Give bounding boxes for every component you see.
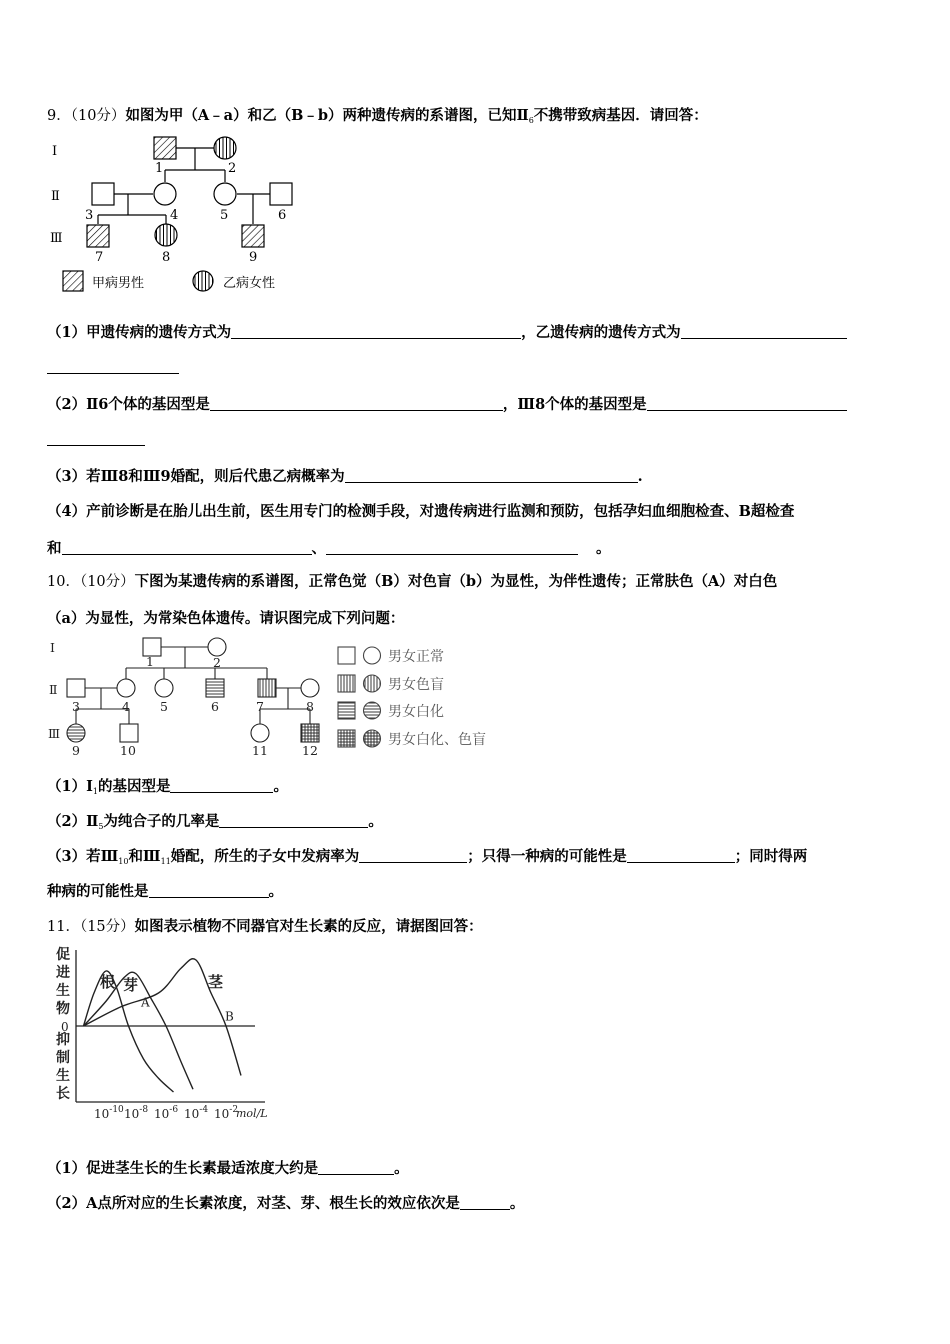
q9-ind-4 <box>154 183 176 205</box>
x-tick-label: $10^{-8}$ <box>124 1105 149 1121</box>
q9-sub4-line2: 和 、 。 <box>47 540 611 557</box>
q9-blank-3[interactable] <box>345 468 638 483</box>
q9-gen-3: Ⅲ <box>50 231 63 246</box>
q10-label-4: 4 <box>122 699 130 714</box>
y-label-zhang: 长 <box>56 1086 70 1102</box>
q9-sub1: （1）甲遗传病的遗传方式为 ，乙遗传病的遗传方式为 <box>47 321 847 342</box>
q9-legend-female: 乙病女性 <box>223 276 276 291</box>
q10-blank-2[interactable] <box>219 813 368 828</box>
q9-pedigree <box>40 125 340 300</box>
q10-legend-normal: 男女正常 <box>388 649 444 665</box>
curve-label-bud: 芽 <box>123 976 139 994</box>
q9-label-4: 4 <box>170 208 179 223</box>
y-label-sheng2: 生 <box>56 1068 70 1084</box>
q9-ind-6 <box>270 183 292 205</box>
q9-sub4-line1: （4）产前诊断是在胎儿出生前，医生用专门的检测手段，对遗传病进行监测和预防，包括孕妇血细胞检查、B超检查 <box>47 503 795 520</box>
q10-blank-3b[interactable] <box>627 848 735 863</box>
q9-ind-9 <box>242 225 264 247</box>
q9-ind-5 <box>214 183 236 205</box>
q9-blank-1b[interactable] <box>681 324 847 339</box>
x-tick-label: $10^{-4}$ <box>184 1105 209 1121</box>
q11-stem: 11．（15分）如图表示植物不同器官对生长素的反应，请据图回答： <box>47 918 483 935</box>
q10-ind-11 <box>251 724 269 742</box>
q9-blank-2c[interactable] <box>47 430 145 446</box>
q9-gen-1: Ⅰ <box>52 144 58 159</box>
q10-sub2: $(2)Ⅱ_5$为纯合子的几率是 。 <box>47 813 383 831</box>
q10-label-10: 10 <box>120 743 136 758</box>
q10-ind-8 <box>301 679 319 697</box>
q9-ind-7 <box>87 225 109 247</box>
q10-gen-3: Ⅲ <box>48 726 61 741</box>
point-label-a: A <box>141 995 150 1010</box>
q10-legend-both: 男女白化、色盲 <box>388 732 486 748</box>
q10-ind-12 <box>301 724 319 742</box>
q10-ind-3 <box>67 679 85 697</box>
q10-blank-3a[interactable] <box>359 848 467 863</box>
x-tick-label: $10^{-10}$ <box>94 1105 124 1121</box>
q9-blank-4a[interactable] <box>62 540 312 555</box>
q9-label-3: 3 <box>85 208 94 223</box>
curve-label-stem: 茎 <box>208 973 224 991</box>
curve-label-root: 根 <box>100 973 116 991</box>
q10-label-8: 8 <box>306 699 314 714</box>
q10-ind-10 <box>120 724 138 742</box>
y-label-sheng: 生 <box>56 983 70 999</box>
q10-gen-2: Ⅱ <box>49 682 58 697</box>
q11-sub1: （1）促进茎生长的生长素最适浓度大约是 。 <box>47 1160 409 1177</box>
q10-legend-albino: 男女白化 <box>388 704 444 720</box>
q10-label-5: 5 <box>160 699 168 714</box>
q9-gen-2: Ⅱ <box>51 189 60 204</box>
x-tick-label: $10^{-6}$ <box>154 1105 179 1121</box>
q10-label-6: 6 <box>211 699 219 714</box>
q9-blank-1c[interactable] <box>47 358 179 374</box>
q10-ind-4 <box>117 679 135 697</box>
q10-sub3-line2: 种病的可能性是 。 <box>47 883 283 900</box>
y-label-jin: 进 <box>56 965 70 981</box>
q9-blank-4b[interactable] <box>326 540 578 555</box>
q9-label-2: 2 <box>228 161 237 176</box>
q9-sub2: （2）Ⅱ6个体的基因型是 ，Ⅲ8个体的基因型是 <box>47 393 847 414</box>
q10-gen-1: Ⅰ <box>50 640 55 655</box>
q10-stem-line2: （a）为显性，为常染色体遗传。请识图完成下列问题： <box>47 610 405 627</box>
q9-legend-swatch-male <box>63 271 83 291</box>
y-zero-label: 0 <box>61 1020 69 1034</box>
q9-ind-1 <box>154 137 176 159</box>
q9-legend-swatch-female <box>193 271 213 291</box>
q10-label-2: 2 <box>213 655 221 670</box>
q9-label-9: 9 <box>249 250 258 265</box>
q10-ind-2 <box>208 638 226 656</box>
q9-blank-1a[interactable] <box>231 324 521 339</box>
q10-legend-colorblind: 男女色盲 <box>388 677 444 693</box>
q10-ind-5 <box>155 679 173 697</box>
q10-sub3: （3）若$Ⅲ_{10}$和$Ⅲ_{11}$婚配，所生的子女中发病率为 ；只得一种病的可能性是 ；同时得两 <box>47 848 808 866</box>
q10-ind-7 <box>258 679 276 697</box>
q9-label-6: 6 <box>278 208 287 223</box>
q10-blank-3c[interactable] <box>149 883 269 898</box>
q11-blank-2[interactable] <box>460 1195 510 1210</box>
q9-blank-2a[interactable] <box>210 396 503 411</box>
q9-label-7: 7 <box>95 250 104 265</box>
q10-label-11: 11 <box>252 743 268 758</box>
q9-ind-8 <box>155 224 177 246</box>
q11-auxin-chart <box>40 942 310 1127</box>
q11-sub2: （2）A点所对应的生长素浓度，对茎、芽、根生长的效应依次是 。 <box>47 1195 525 1212</box>
q10-label-12: 12 <box>302 743 318 758</box>
q9-legend-male: 甲病男性 <box>92 276 145 291</box>
x-unit-label: mol/L <box>236 1107 268 1120</box>
q9-label-8: 8 <box>162 250 171 265</box>
q10-pedigree <box>40 633 500 763</box>
q11-blank-1[interactable] <box>318 1160 394 1175</box>
q10-label-7: 7 <box>256 699 264 714</box>
x-tick-label: $10^{-2}$ <box>214 1105 239 1121</box>
q10-label-1: 1 <box>146 654 154 669</box>
q9-stem: 9．（10分）如图为甲（A﹣a）和乙（B﹣b）两种遗传病的系谱图，已知$Ⅱ_6$不携带致病基因．请回答： <box>47 107 708 125</box>
q10-stem-line1: 10．（10分）下图为某遗传病的系谱图，正常色觉（B）对色盲（b）为显性，为伴性遗传；正常肤色（A）对白色 <box>47 573 778 590</box>
y-label-zhi: 制 <box>56 1050 70 1066</box>
q9-sub3: （3）若Ⅲ8和Ⅲ9婚配，则后代患乙病概率为 . <box>47 468 643 485</box>
q9-blank-2b[interactable] <box>647 396 847 411</box>
q10-label-9: 9 <box>72 743 80 758</box>
q9-label-5: 5 <box>220 208 229 223</box>
q10-label-3: 3 <box>72 699 80 714</box>
point-label-b: B <box>225 1009 234 1024</box>
y-label-wu: 物 <box>56 1001 70 1017</box>
q10-ind-6 <box>206 679 224 697</box>
y-label-cu: 促 <box>56 947 70 963</box>
q10-ind-9 <box>67 724 85 742</box>
q10-blank-1[interactable] <box>170 778 273 793</box>
y-label-yi: 抑 <box>56 1032 70 1048</box>
q9-label-1: 1 <box>155 161 164 176</box>
q9-ind-2 <box>214 137 236 159</box>
q10-sub1: $(1)Ⅰ_1$的基因型是 。 <box>47 778 288 796</box>
q9-ind-3 <box>92 183 114 205</box>
